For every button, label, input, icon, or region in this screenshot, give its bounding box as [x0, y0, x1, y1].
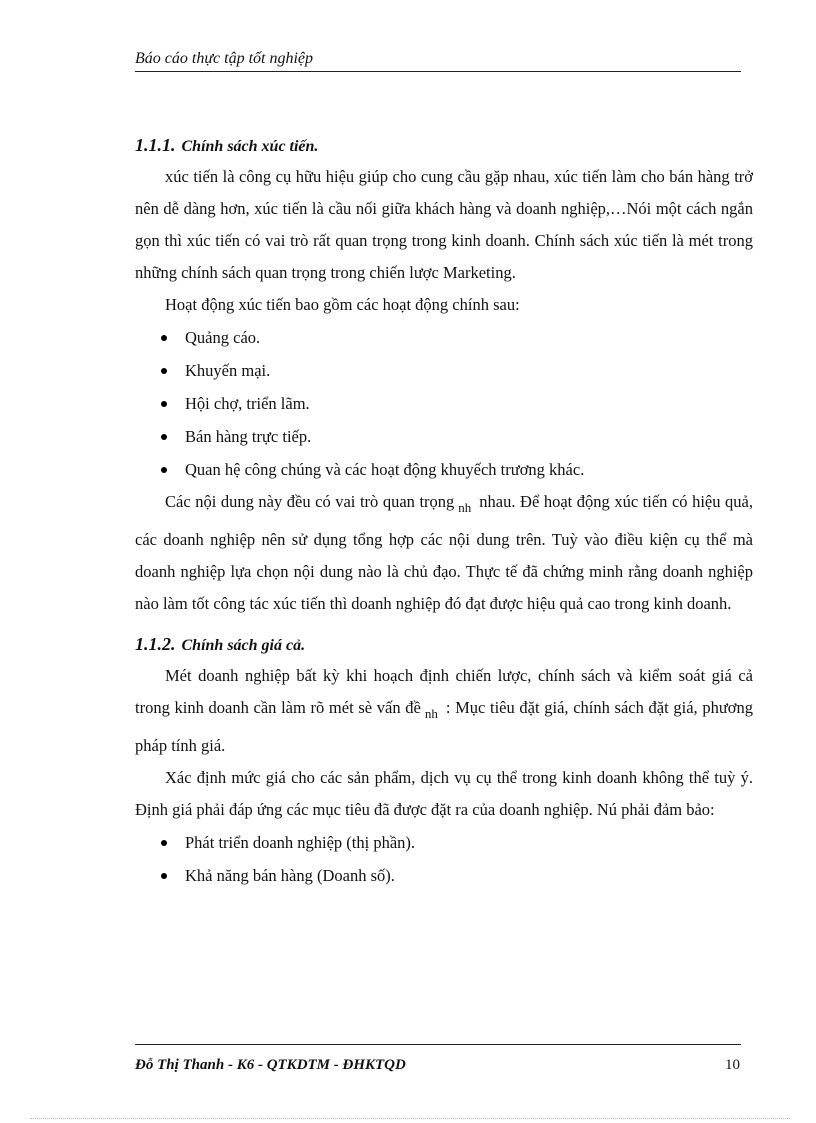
paragraph-text: nhau. Để hoạt động xúc tiến có hiệu quả, các doanh nghiệp nên sử dụng tổng hợp các nội dung trên. Tuỳ vào điều kiện cụ thể mà doanh nghiệp lựa chọn nội dung nào là chủ đạo. Thực tế đã chứng minh rằng doanh nghiệp nào làm tốt công tác xúc tiến thì doanh nghiệp đó đạt được hiệu quả cao trong kinh doanh.	[135, 492, 753, 613]
header-divider	[135, 71, 741, 72]
bullet-icon	[161, 467, 167, 473]
page-number: 10	[725, 1057, 740, 1073]
bullet-icon	[161, 368, 167, 374]
page-bottom-border	[30, 1118, 790, 1119]
bullet-icon	[161, 873, 167, 879]
bullet-list	[135, 321, 753, 486]
list-item-text: Hội chợ, triển lãm.	[185, 394, 310, 413]
list-item-text: Bán hàng trực tiếp.	[185, 427, 312, 446]
list-item-text: Khuyến mại.	[185, 361, 271, 380]
bullet-icon	[161, 840, 167, 846]
bullet-icon	[161, 401, 167, 407]
paragraph: xúc tiến là công cụ hữu hiệu giúp cho cung cầu gặp nhau, xúc tiến làm cho bán hàng trở nên dễ dàng hơn, xúc tiến là cầu nối giữa khách hàng và doanh nghiệp,…Nói một cách ngắn gọn thì xúc tiến có vai trò rất quan trọng trong kinh doanh. Chính sách xúc tiến là mét trong những chính sách quan trọng trong chiến lược Marketing.	[135, 167, 753, 282]
footer-author: Đỗ Thị Thanh - K6 - QTKDTM - ĐHKTQD	[135, 1057, 406, 1073]
list-item	[135, 420, 753, 453]
paragraph: Xác định mức giá cho các sản phẩm, dịch vụ cụ thể trong kinh doanh không thể tuỳ ý. Định giá phải đáp ứng các mục tiêu đã được đặt ra của doanh nghiệp. Nú phải đảm bảo:	[135, 768, 753, 819]
footer-divider	[135, 1044, 741, 1045]
list-item	[135, 826, 753, 859]
paragraph-text: : Mục tiêu đặt giá, chính sách đặt giá, phương pháp tính giá.	[135, 698, 753, 755]
section-number: 1.1.2.	[135, 634, 176, 654]
list-item-text: Khả năng bán hàng (Doanh số).	[185, 866, 395, 885]
section-title: Chính sách xúc tiến.	[181, 138, 319, 155]
paragraph-text: Các nội dung này đều có vai trò quan trọng	[165, 492, 455, 511]
main-content	[135, 129, 753, 892]
bullet-icon	[161, 335, 167, 341]
list-item	[135, 354, 753, 387]
list-item-text: Phát triển doanh nghiệp (thị phần).	[185, 833, 416, 852]
list-item	[135, 321, 753, 354]
stray-subscript: nh	[458, 500, 472, 515]
section-title: Chính sách giá cả.	[181, 637, 306, 654]
section-heading-1	[135, 129, 753, 161]
stray-subscript: nh	[424, 706, 438, 721]
list-item-text: Quan hệ công chúng và các hoạt động khuyếch trương khác.	[185, 460, 585, 479]
paragraph-text: Mét doanh nghiệp bất kỳ khi hoạch định chiến lược, chính sách và kiểm soát giá cả trong kinh doanh cần làm rõ mét sè vấn đề	[135, 666, 753, 717]
section-number: 1.1.1.	[135, 135, 176, 155]
list-item	[135, 859, 753, 892]
paragraph	[135, 660, 753, 762]
list-item	[135, 453, 753, 486]
page-header: Báo cáo thực tập tốt nghiệp	[135, 50, 314, 67]
section-heading-2	[135, 628, 753, 660]
paragraph	[135, 486, 753, 620]
list-item-text: Quảng cáo.	[185, 328, 261, 347]
bullet-icon	[161, 434, 167, 440]
list-item	[135, 387, 753, 420]
paragraph: Hoạt động xúc tiến bao gồm các hoạt động chính sau:	[165, 295, 520, 314]
bullet-list	[135, 826, 753, 892]
